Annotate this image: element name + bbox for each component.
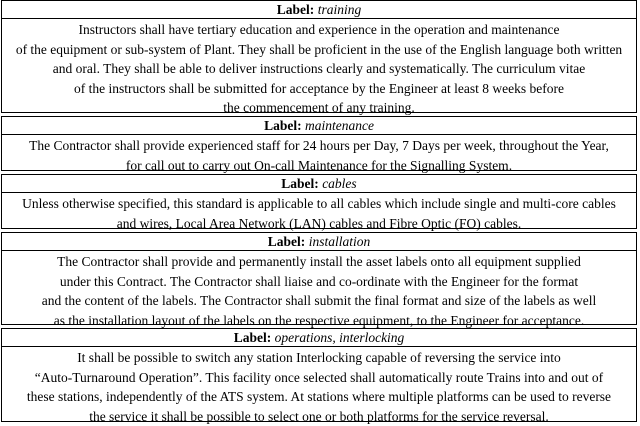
section-training xyxy=(1,0,637,116)
text-line: “Auto-Turnaround Operation”. This facility once selected shall automatically route Trains into and out of xyxy=(34,369,604,385)
section-label-row xyxy=(2,175,636,193)
text-line: under this Contract. The Contractor shall liaise and co-ordinate with the Engineer for the format xyxy=(59,273,579,289)
text-line: Instructors shall have tertiary education and experience in the operation and maintenance xyxy=(78,22,560,37)
text-line: and wires, Local Area Network (LAN) cables and Fibre Optic (FO) cables. xyxy=(116,215,522,231)
text-line: these stations, independently of the ATS system. At stations where multiple platforms can be used to reverse xyxy=(26,389,612,405)
text-line: and oral. They shall be able to deliver instructions clearly and systematically. The curriculum vitae xyxy=(52,61,586,77)
label-prefix: Label: xyxy=(267,234,306,249)
label-prefix: Label: xyxy=(233,330,272,345)
section-label-row xyxy=(2,233,636,251)
section-label: training xyxy=(317,2,362,17)
text-line: the service it shall be possible to select one or both platforms for the service reversal. xyxy=(89,408,549,424)
section-text xyxy=(2,19,636,118)
text-line: It shall be possible to switch any station Interlocking capable of reversing the service into xyxy=(77,350,561,365)
text-line: Unless otherwise specified, this standard is applicable to all cables which include single and multi-core cables xyxy=(22,196,616,211)
section-text xyxy=(2,135,636,175)
section-label-row xyxy=(2,1,636,19)
text-line: The Contractor shall provide and permanently install the asset labels onto all equipment supplied xyxy=(57,254,581,269)
text-line: and the content of the labels. The Contractor shall submit the final format and size of the labels as well xyxy=(41,293,597,309)
text-line: The Contractor shall provide experienced staff for 24 hours per Day, 7 Days per week, throughout the Year, xyxy=(29,138,609,153)
text-line: the commencement of any training. xyxy=(223,100,415,116)
text-line: as the installation layout of the labels on the respective equipment, to the Engineer for acceptance. xyxy=(53,312,585,328)
section-text xyxy=(2,347,636,426)
label-prefix: Label: xyxy=(276,2,315,17)
text-line: for call out to carry out On-call Maintenance for the Signalling System. xyxy=(125,157,513,173)
section-operations-interlocking xyxy=(1,328,637,422)
section-label-row xyxy=(2,117,636,135)
section-label: maintenance xyxy=(304,118,374,133)
label-prefix: Label: xyxy=(264,118,302,133)
section-label-row xyxy=(2,329,636,347)
text-line: of the equipment or sub-system of Plant. They shall be proficient in the use of the English language both written xyxy=(15,41,623,57)
text-line: of the instructors shall be submitted for acceptance by the Engineer at least 8 weeks before xyxy=(74,80,564,96)
section-text xyxy=(2,193,636,233)
label-prefix: Label: xyxy=(281,176,319,191)
section-label: operations, interlocking xyxy=(274,330,405,345)
section-label: installation xyxy=(308,234,371,249)
section-maintenance xyxy=(1,116,637,171)
section-cables xyxy=(1,174,637,229)
section-installation xyxy=(1,232,637,328)
section-label: cables xyxy=(322,176,357,191)
section-text xyxy=(2,251,636,330)
